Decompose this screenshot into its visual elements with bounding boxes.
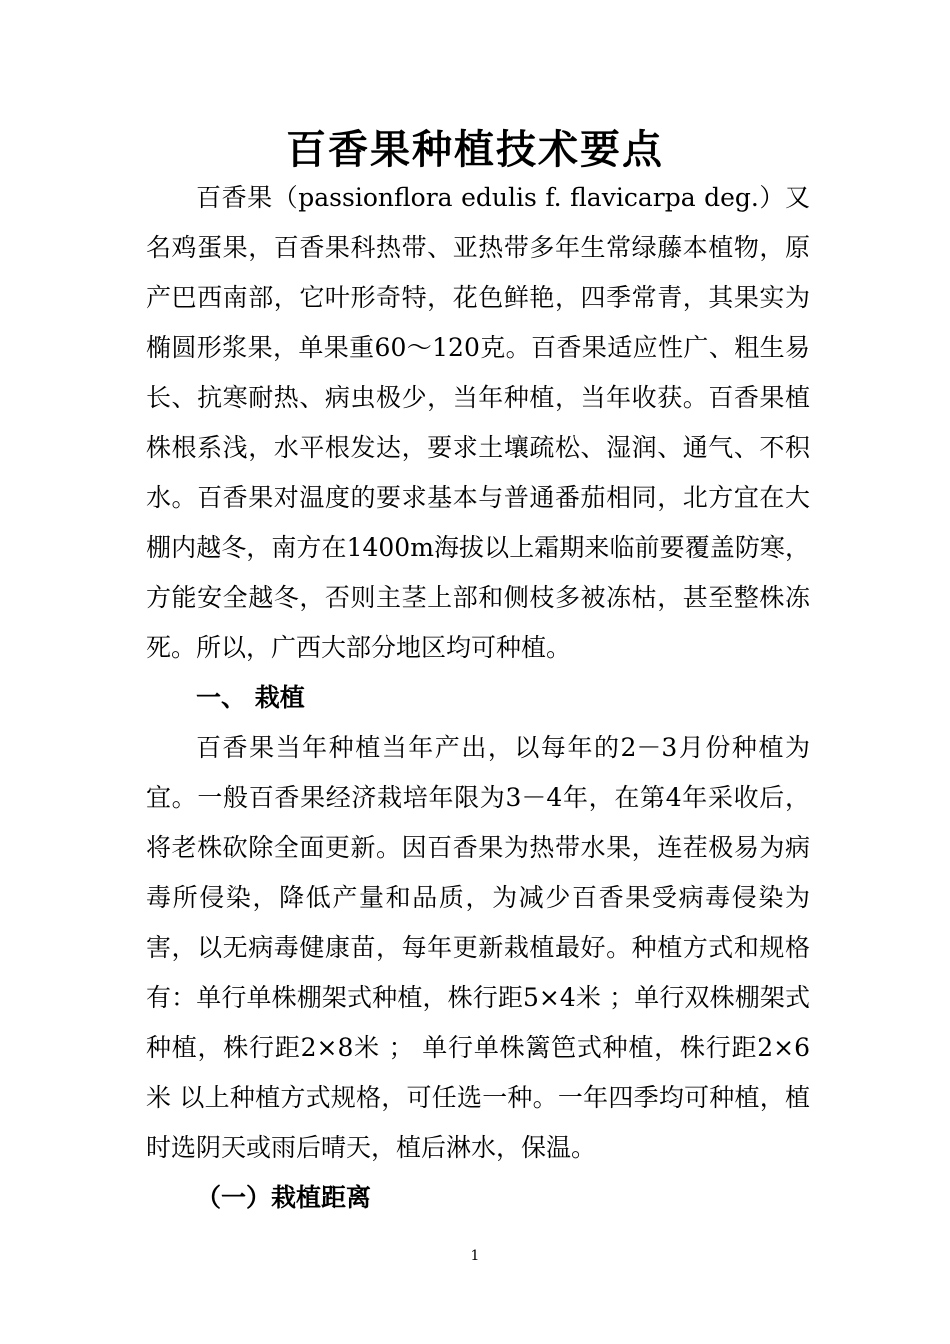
planting-paragraph: 百香果当年种植当年产出，以每年的2－3月份种植为宜。一般百香果经济栽培年限为3－4年，在第4年采收后，将老株砍除全面更新。因百香果为热带水果，连茬极易为病毒所侵染，降低产量和品质，为减少百香果受病毒侵染为害，以无病毒健康苗，每年更新栽植最好。种植方式和规格有：单行单株棚架式种植，株行距5×4米 ；单行双株棚架式种植，株行距2×8米 ； 单行单株篱笆式种植，株行距2×6米 以上种植方式规格，可任选一种。一年四季均可种植，植时选阴天或雨后晴天，植后淋水，保温。 [146, 733, 810, 1162]
document-title: 百香果种植技术要点 [286, 126, 664, 173]
subsection-heading-planting-distance: （一）栽植距离 [196, 1183, 372, 1212]
section-heading-planting: 一、 栽植 [196, 683, 305, 712]
page-number: 1 [470, 1248, 480, 1264]
intro-paragraph: 百香果（passionflora edulis f. flavicarpa deg.）又名鸡蛋果，百香果科热带、亚热带多年生常绿藤本植物，原产巴西南部，它叶形奇特，花色鲜艳，四季常青，其果实为椭圆形浆果，单果重60～120克。百香果适应性广、粗生易长、抗寒耐热、病虫极少，当年种植，当年收获。百香果植株根系浅，水平根发达，要求土壤疏松、湿润、通气、不积水。百香果对温度的要求基本与普通番茄相同，北方宜在大棚内越冬，南方在1400m海拔以上霜期来临前要覆盖防寒，方能安全越冬，否则主茎上部和侧枝多被冻枯，甚至整株冻死。所以，广西大部分地区均可种植。 [146, 183, 810, 662]
